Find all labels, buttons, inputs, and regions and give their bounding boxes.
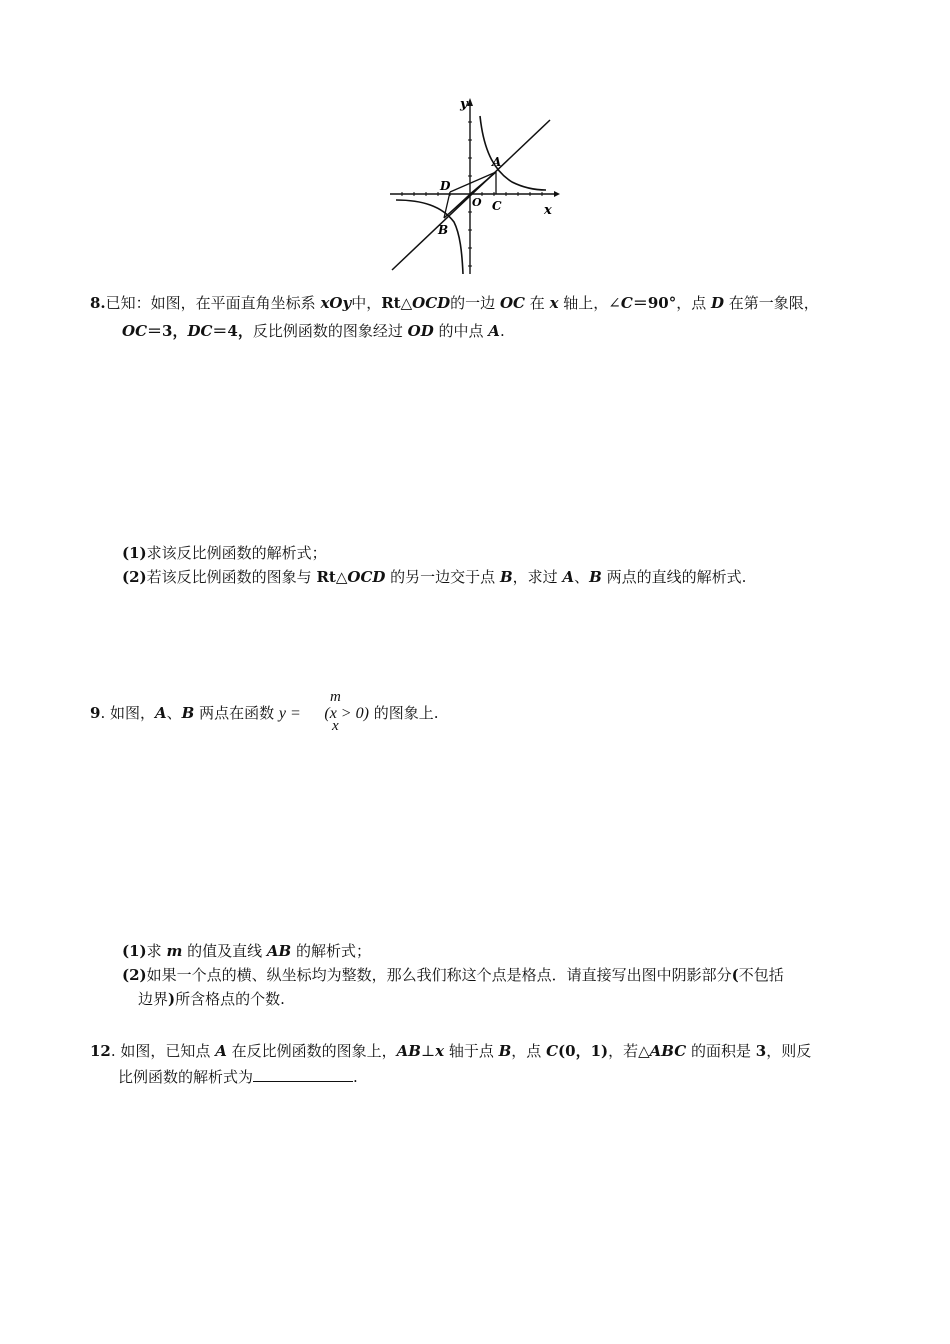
- q9-condition: (x > 0): [324, 705, 369, 722]
- label-y: y: [460, 97, 468, 112]
- label-A: A: [492, 155, 502, 169]
- label-C: C: [492, 199, 502, 213]
- q8-line-2: OC＝3，DC＝4，反比例函数的图象经过 OD 的中点 A.: [122, 322, 505, 340]
- segment-BO: [444, 194, 470, 218]
- label-x: x: [544, 203, 552, 218]
- y-axis-arrow: [467, 98, 473, 106]
- q8-part-2: (2)若该反比例函数的图象与 Rt△OCD 的另一边交于点 B，求过 A、B 两点的直线的解析式.: [122, 568, 747, 586]
- coordinate-figure: [388, 92, 560, 278]
- q9-numerator: m: [330, 689, 341, 705]
- hyperbola-branch-q1: [480, 116, 546, 190]
- q9-denominator: x: [332, 718, 339, 734]
- q12-number: 12: [90, 1042, 111, 1060]
- q8-number: 8.: [90, 294, 106, 312]
- q9-part-2-line-2: 边界)所含格点的个数.: [138, 990, 285, 1008]
- label-B: B: [438, 223, 449, 237]
- q9-line-1: 9. 如图，A、B 两点在函数 y = (x > 0) 的图象上.: [90, 704, 439, 722]
- label-O: O: [472, 196, 482, 209]
- q9-function-lhs: y =: [278, 705, 301, 722]
- q9-part-2: (2)如果一个点的横、纵坐标均为整数，那么我们称这个点是格点．请直接写出图中阴影部分(不包括: [122, 966, 784, 984]
- q12-line-1: 12. 如图，已知点 A 在反比例函数的图象上，AB⊥x 轴于点 B，点 C(0，1)，若△ABC 的面积是 3，则反: [90, 1042, 812, 1060]
- q9-number: 9: [90, 704, 101, 722]
- segment-DA: [450, 172, 496, 192]
- hyperbola-branch-q3: [396, 200, 463, 274]
- answer-blank[interactable]: [253, 1067, 353, 1082]
- x-axis-arrow: [554, 191, 560, 197]
- q8-part-1: (1)求该反比例函数的解析式；: [122, 544, 327, 562]
- label-D: D: [440, 179, 451, 193]
- q8-line-1: 8.已知：如图，在平面直角坐标系 xOy中，Rt△OCD的一边 OC 在 x 轴上，∠C＝90°，点 D 在第一象限，: [90, 294, 819, 312]
- q9-part-1: (1)求 m 的值及直线 AB 的解析式；: [122, 942, 372, 960]
- q12-line-2: 比例函数的解析式为 .: [118, 1068, 358, 1086]
